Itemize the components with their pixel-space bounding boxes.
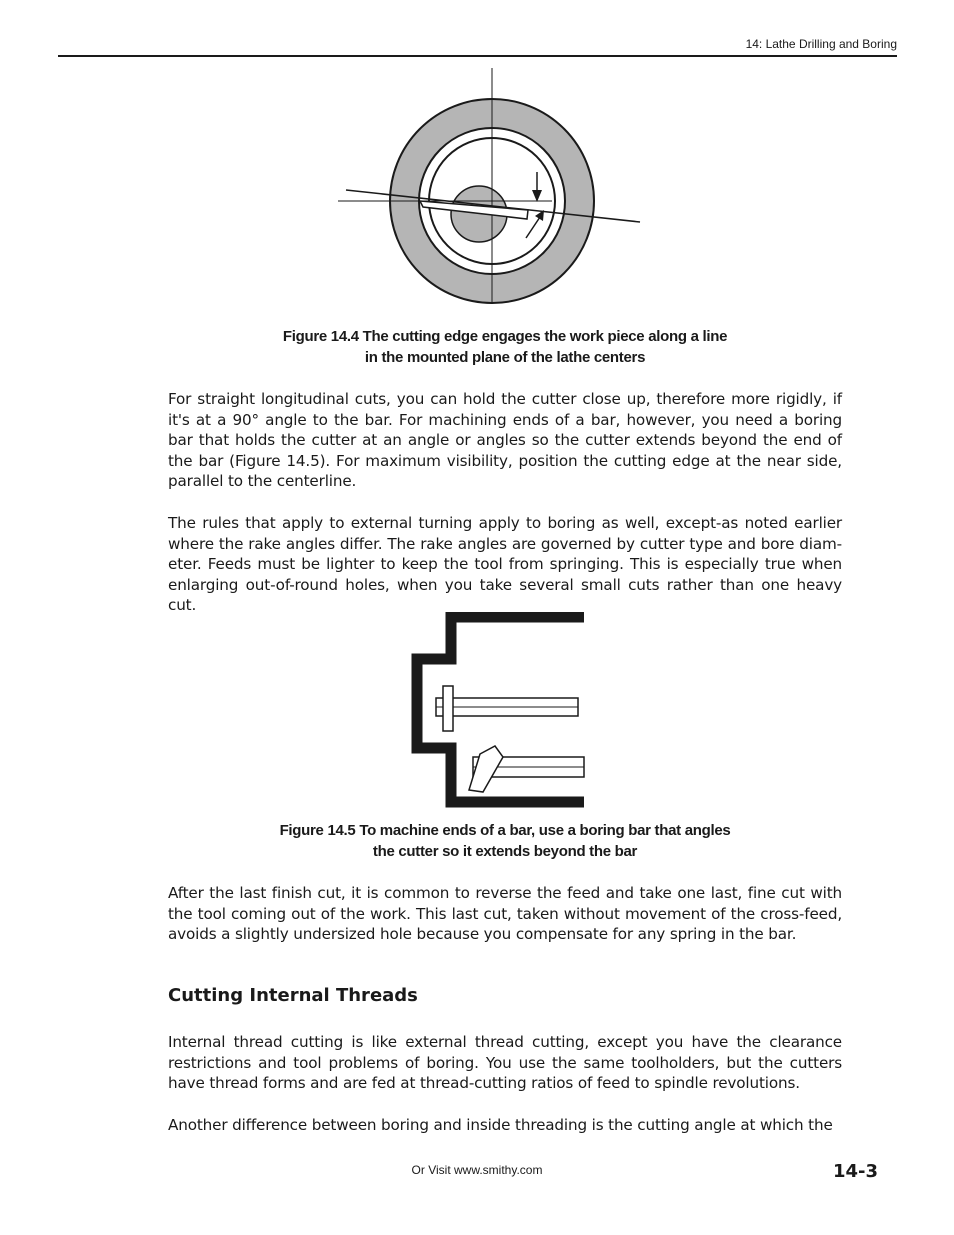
body-paragraph: Another difference between boring and inside threading is the cutting angle at which the [168, 1116, 833, 1134]
caption-line: Figure 14.5 To machine ends of a bar, use a boring bar that angles [279, 822, 731, 839]
footer-website: Or Visit www.smithy.com [411, 1163, 543, 1177]
figure-14-4-diagram [330, 66, 650, 306]
running-header: 14: Lathe Drilling and Boring [745, 37, 897, 51]
body-paragraph: After the last finish cut, it is common to reverse the feed and take one last, fine cut with the tool coming out of the work. This last cut, taken without movement of the cross-feed, avoids a slightly undersized hole because you compensate for any spring in the bar. [168, 884, 842, 943]
page-number: 14-3 [832, 1161, 878, 1182]
caption-line: Figure 14.4 The cutting edge engages the work piece along a line [282, 328, 728, 345]
caption-line: the cutter so it extends beyond the bar [372, 843, 638, 860]
body-paragraph: For straight longitudinal cuts, you can hold the cutter close up, therefore more rigidly, if it's at a 90° angle to the bar. For machining ends of a bar, however, you need a boring bar that holds the cutter at an angle or angles so the cutter extends beyond the end of the bar (Figure 14.5). For maximum visibility, position the cutting edge at the near side, parallel to the centerline. [168, 390, 842, 490]
body-paragraph: Internal thread cutting is like external thread cutting, except you have the clearance restrictions and tool problems of boring. You use the same toolholders, but the cutters have thread forms and are fed at thread-cutting ratios of feed to spindle revolutions. [168, 1033, 842, 1092]
caption-line: in the mounted plane of the lathe centers [364, 349, 646, 366]
section-heading: Cutting Internal Threads [168, 985, 418, 1006]
body-paragraph: The rules that apply to external turning apply to boring as well, except-as noted earlier where the rake angles differ. The rake angles are governed by cutter type and bore diam-eter. Feeds must be lighter to keep the tool from springing. This is especially true when enlarging out-of-round holes, when you take several small cuts rather than one heavy cut. [168, 514, 842, 614]
header-rule [58, 55, 897, 57]
figure-14-5-diagram [405, 612, 590, 814]
cutter-upper [443, 686, 453, 731]
figure-14-4-caption [168, 326, 842, 368]
figure-14-5-caption [168, 820, 842, 862]
